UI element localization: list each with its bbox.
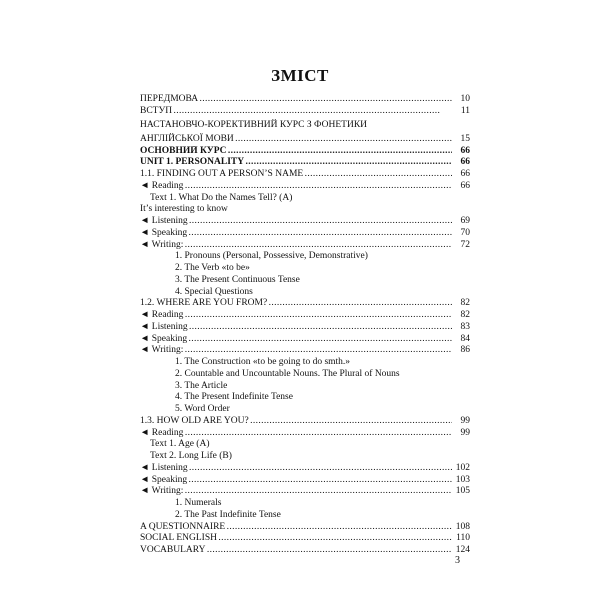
toc-entry xyxy=(140,118,470,132)
toc-entry-page: 70 xyxy=(460,227,470,238)
toc-entry-page: 10 xyxy=(460,94,470,104)
toc-entry xyxy=(140,545,470,557)
toc-entry-page: 72 xyxy=(460,239,470,250)
toc-entry-page: 108 xyxy=(455,521,470,532)
toc-entry xyxy=(140,510,470,522)
toc-entry-page: 84 xyxy=(460,333,470,344)
toc-entry-label: SOCIAL ENGLISH . . . xyxy=(140,533,452,545)
toc-entry-label: ◄ Speaking . . . xyxy=(140,475,452,487)
toc-entry-page: 110 xyxy=(456,533,470,544)
toc-entry-label: 2. The Verb «to be» xyxy=(175,263,250,273)
toc-entry xyxy=(140,369,470,381)
toc-entry-label: ◄ Reading . . . xyxy=(140,310,452,322)
toc-entry-page: 83 xyxy=(460,321,470,332)
toc-entry-label: ◄ Speaking . . . xyxy=(140,228,452,240)
toc-entry xyxy=(140,181,470,193)
toc-entry xyxy=(140,94,470,106)
toc-entry xyxy=(140,439,470,451)
toc-entry-page: 66 xyxy=(460,157,470,168)
toc-entry-label: 2. The Past Indefinite Tense xyxy=(175,509,281,520)
toc-entry xyxy=(140,345,470,357)
toc-entry-page: 103 xyxy=(455,474,470,485)
toc-entry xyxy=(140,475,470,487)
page-number: 3 xyxy=(455,555,460,566)
toc-entry xyxy=(140,381,470,393)
toc-entry xyxy=(140,404,470,416)
toc-entry-page: 124 xyxy=(455,545,470,555)
toc-entry-label: ◄ Speaking . . . xyxy=(140,334,452,346)
toc-entry-label: НАСТАНОВЧО-КОРЕКТИВНИЙ КУРС З ФОНЕТИКИ xyxy=(140,119,368,130)
toc-entry xyxy=(140,157,470,169)
page-title: ЗМІСТ xyxy=(271,66,329,85)
toc-entry-page: 82 xyxy=(460,298,470,309)
toc-entry xyxy=(140,132,470,146)
toc-entry xyxy=(140,275,470,287)
toc-entry-label: ◄ Reading . . . xyxy=(140,428,452,440)
toc-entry-label: A QUESTIONNAIRE . . . xyxy=(140,522,452,534)
toc-entry-label: ◄ Listening . . . xyxy=(140,463,452,475)
toc-entry xyxy=(140,146,470,158)
toc-entry-label: UNIT 1. PERSONALITY . . . xyxy=(140,157,452,169)
toc-entry-label: 4. The Present Indefinite Tense xyxy=(175,392,293,403)
toc-entry xyxy=(140,204,470,216)
toc-entry-page: 66 xyxy=(460,180,470,191)
toc-entry-page: 82 xyxy=(460,310,470,320)
toc-entry-label: 1.3. HOW OLD ARE YOU? . . . xyxy=(140,416,452,428)
toc-entry xyxy=(140,169,470,181)
toc-entry xyxy=(140,240,470,252)
table-of-contents xyxy=(140,94,470,557)
toc-entry xyxy=(140,451,470,463)
toc-entry xyxy=(140,392,470,404)
toc-entry-label: 1. Pronouns (Personal, Possessive, Demonstrative) xyxy=(175,251,368,262)
toc-entry xyxy=(140,416,470,428)
toc-entry-page: 15 xyxy=(460,133,470,144)
toc-entry-label: 1.2. WHERE ARE YOU FROM? . . . xyxy=(140,298,452,310)
toc-entry xyxy=(140,216,470,228)
toc-entry-page: 102 xyxy=(455,462,470,473)
toc-entry-label: ВСТУП . . . xyxy=(140,106,452,118)
toc-entry-label: ◄ Reading . . . xyxy=(140,181,452,193)
toc-entry xyxy=(140,533,470,545)
toc-entry-label: 3. The Article xyxy=(175,380,228,391)
toc-entry-page: 99 xyxy=(460,415,470,426)
toc-entry xyxy=(140,486,470,498)
toc-entry xyxy=(140,522,470,534)
toc-entry xyxy=(140,498,470,510)
toc-entry xyxy=(140,263,470,275)
toc-entry xyxy=(140,287,470,299)
toc-entry-page: 99 xyxy=(460,427,470,438)
toc-entry-label: ◄ Listening . . . xyxy=(140,216,452,228)
toc-entry-page: 66 xyxy=(460,145,470,156)
toc-entry-label: 3. The Present Continuous Tense xyxy=(175,274,300,285)
toc-entry-label: Text 2. Long Life (B) xyxy=(150,451,232,461)
toc-entry-label: 1. The Construction «to be going to do smth.» xyxy=(175,357,351,367)
toc-entry-label: Text 1. What Do the Names Tell? (A) xyxy=(150,192,293,203)
toc-entry-label: ◄ Writing: . . . xyxy=(140,486,452,498)
toc-entry xyxy=(140,193,470,205)
toc-entry-label: ПЕРЕДМОВА . . . xyxy=(140,94,452,106)
toc-entry-label: АНГЛІЙСЬКОЇ МОВИ . . . xyxy=(140,132,452,146)
toc-entry-label: ◄ Writing: . . . xyxy=(140,345,452,357)
toc-entry-label: ◄ Listening . . . xyxy=(140,322,452,334)
toc-entry xyxy=(140,428,470,440)
toc-entry-label: 1. Numerals xyxy=(175,498,222,508)
toc-entry-label: 5. Word Order xyxy=(175,404,230,414)
toc-entry-page: 11 xyxy=(460,105,470,116)
toc-entry xyxy=(140,357,470,369)
toc-entry xyxy=(140,251,470,263)
toc-entry xyxy=(140,463,470,475)
toc-entry-label: It’s interesting to know xyxy=(140,204,228,215)
toc-entry-label: Text 1. Age (A) xyxy=(150,439,210,450)
toc-entry-label: ОСНОВНИЙ КУРС . . . xyxy=(140,146,452,158)
toc-entry-label: 4. Special Questions xyxy=(175,286,253,297)
toc-entry xyxy=(140,298,470,310)
toc-entry-page: 66 xyxy=(460,169,470,179)
toc-entry-label: VOCABULARY . . . xyxy=(140,545,452,557)
toc-entry xyxy=(140,228,470,240)
toc-entry-label: 2. Countable and Uncountable Nouns. The Plural of Nouns xyxy=(175,368,400,379)
toc-entry-page: 105 xyxy=(455,486,470,497)
toc-entry xyxy=(140,322,470,334)
toc-entry-label: 1.1. FINDING OUT A PERSON’S NAME . . . xyxy=(140,169,452,181)
toc-entry xyxy=(140,106,470,118)
toc-entry-page: 86 xyxy=(460,345,470,356)
toc-entry xyxy=(140,310,470,322)
toc-entry xyxy=(140,334,470,346)
toc-entry-label: ◄ Writing: . . . xyxy=(140,240,452,252)
toc-entry-page: 69 xyxy=(460,216,470,226)
